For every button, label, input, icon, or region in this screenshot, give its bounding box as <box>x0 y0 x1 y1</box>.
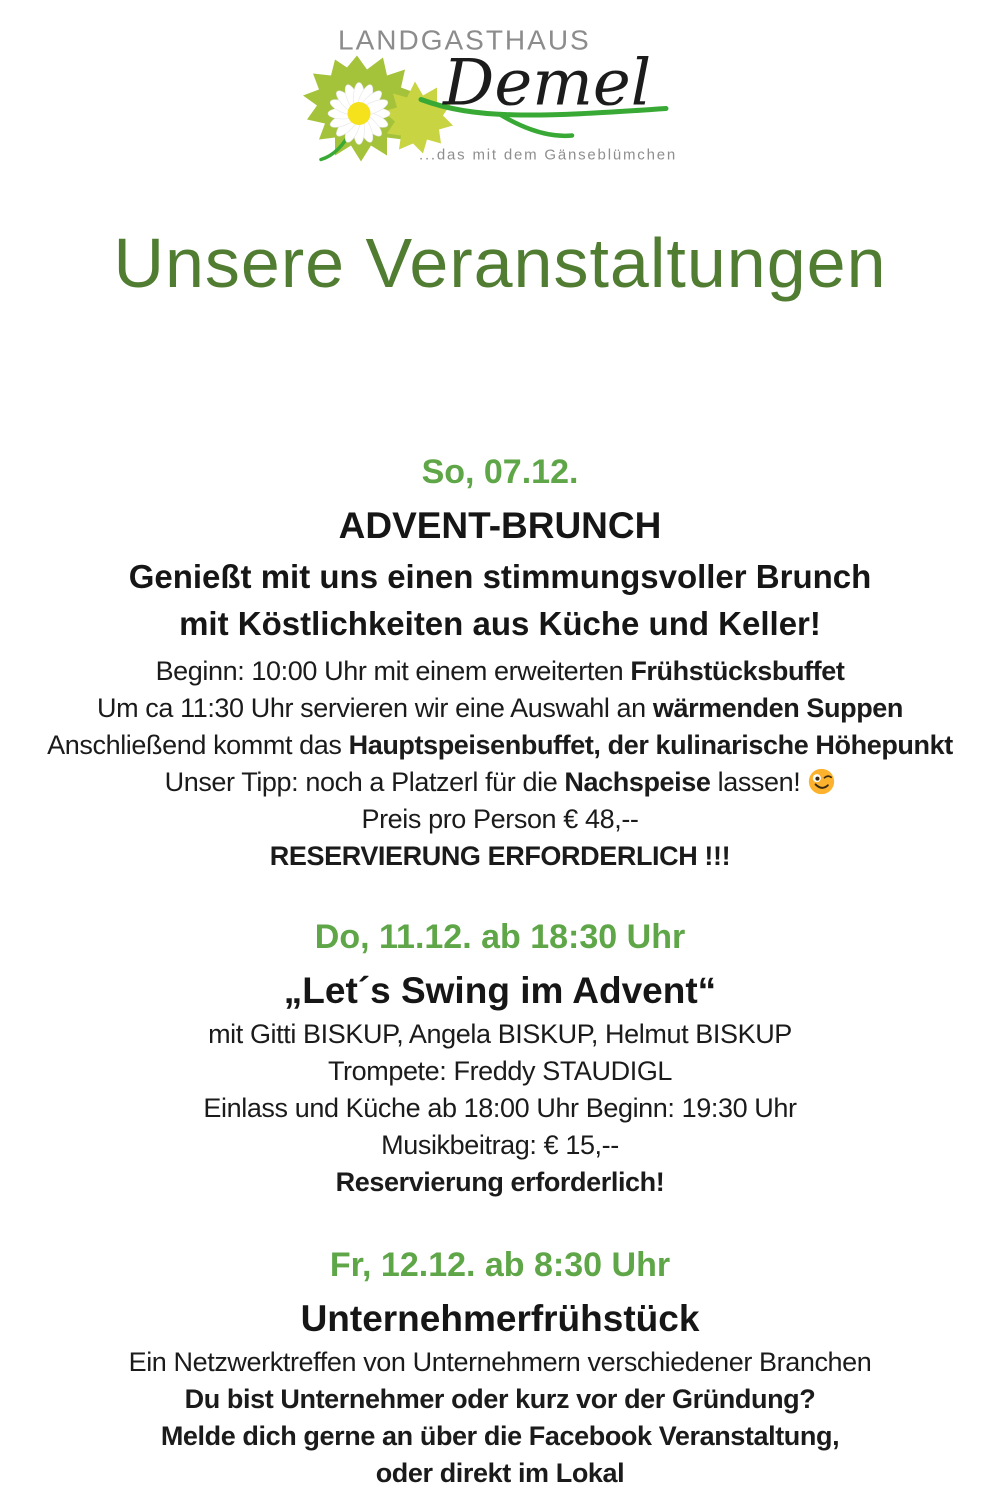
event-lets-swing <box>0 916 1000 1201</box>
event-detail-line: Beginn: 10:00 Uhr mit einem erweiterten Frühstücksbuffet <box>155 656 845 686</box>
event-detail-line: Anschließend kommt das Hauptspeisenbuffet, der kulinarische Höhepunkt <box>47 730 953 760</box>
event-detail-line: Ein Netzwerktreffen von Unternehmern verschiedener Branchen <box>128 1347 872 1377</box>
event-reservation-note: RESERVIERUNG ERFORDERLICH !!! <box>269 841 731 871</box>
daisy-center <box>348 102 371 125</box>
event-intro <box>0 553 1000 647</box>
event-date: Do, 11.12. ab 18:30 Uhr <box>314 918 686 956</box>
event-title: ADVENT-BRUNCH <box>338 505 662 546</box>
event-price: Preis pro Person € 48,-- <box>361 804 639 834</box>
daisy-icon <box>328 83 390 145</box>
event-detail-line: Einlass und Küche ab 18:00 Uhr Beginn: 19:30 Uhr <box>203 1093 797 1123</box>
event-advent-brunch <box>0 451 1000 875</box>
event-price: Musikbeitrag: € 15,-- <box>381 1130 619 1160</box>
event-details <box>0 1016 1000 1201</box>
event-date: Fr, 12.12. ab 8:30 Uhr <box>329 1246 671 1284</box>
event-detail-line: Du bist Unternehmer oder kurz vor der Gründung? <box>184 1384 816 1414</box>
event-reservation-note: Reservierung erforderlich! <box>335 1167 665 1197</box>
logo-tagline: ...das mit dem Gänseblümchen <box>419 146 677 164</box>
event-details <box>0 1344 1000 1492</box>
logo-brand: Demel <box>443 46 652 121</box>
restaurant-logo <box>295 10 705 178</box>
event-detail-line: Um ca 11:30 Uhr servieren wir eine Auswahl an wärmenden Suppen <box>96 693 903 723</box>
event-date: So, 07.12. <box>421 453 579 491</box>
event-detail-line: oder direkt im Lokal <box>375 1458 625 1488</box>
event-intro-line: Genießt mit uns einen stimmungsvoller Brunch <box>128 558 872 595</box>
event-unternehmerfruehstueck <box>0 1244 1000 1492</box>
event-intro-line: mit Köstlichkeiten aus Küche und Keller! <box>179 605 821 642</box>
event-detail-line: mit Gitti BISKUP, Angela BISKUP, Helmut BISKUP <box>208 1019 792 1049</box>
logo-name: LANDGASTHAUS <box>338 24 591 56</box>
event-detail-line: Unser Tipp: noch a Platzerl für die Nachspeise lassen! <box>0 764 1000 801</box>
event-details <box>0 653 1000 875</box>
event-title: Unternehmerfrühstück <box>300 1298 700 1339</box>
event-title: „Let´s Swing im Advent“ <box>283 970 717 1011</box>
page-title: Unsere Veranstaltungen <box>113 224 887 302</box>
logo-graphic <box>295 10 705 178</box>
winking-face-emoji-icon <box>808 768 835 795</box>
event-detail-line: Trompete: Freddy STAUDIGL <box>327 1056 673 1086</box>
event-detail-line: Melde dich gerne an über die Facebook Veranstaltung, <box>160 1421 840 1451</box>
